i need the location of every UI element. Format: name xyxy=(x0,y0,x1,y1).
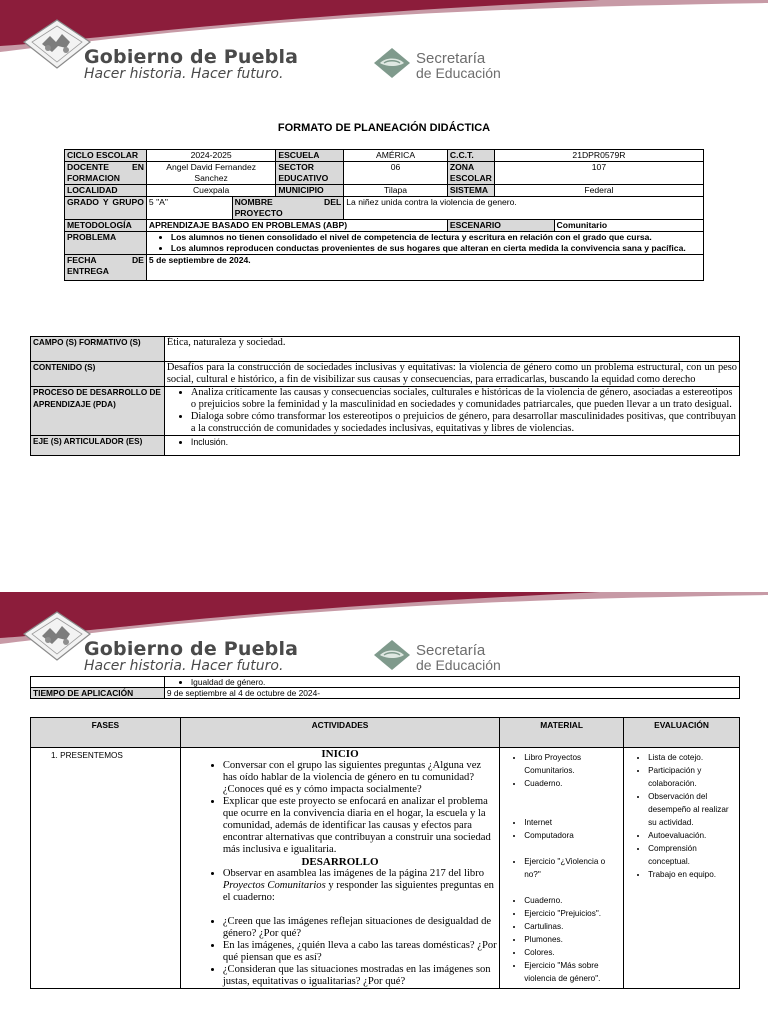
sep-name-line1: Secretaría xyxy=(416,50,486,67)
sep-name-line1: Secretaría xyxy=(416,642,486,659)
fase-cell: 1. PRESENTEMOS xyxy=(31,748,181,989)
problema-item: • Los alumnos no tienen consolidado el nivel de competencia de lectura y escritura en relación con el grado que cursa. xyxy=(171,232,701,243)
sector-value: 06 xyxy=(344,162,448,185)
document-title: FORMATO DE PLANEACIÓN DIDÁCTICA xyxy=(277,122,491,134)
fecha-label: FECHA DE ENTREGA xyxy=(65,255,147,281)
escenario-label: ESCENARIO xyxy=(447,220,554,232)
eje-continued-blank xyxy=(31,677,165,688)
material-item: • Cuaderno. xyxy=(524,777,621,790)
curriculum-table xyxy=(30,336,740,456)
puebla-emblem-icon xyxy=(22,18,92,70)
tiempo-value: 9 de septiembre al 4 de octubre de 2024- xyxy=(164,688,739,699)
header-material: MATERIAL xyxy=(500,718,624,748)
escuela-value: AMÉRICA xyxy=(344,150,448,162)
grado-label: GRADO Y GRUPO xyxy=(65,197,147,220)
material-item: • Cartulinas. xyxy=(524,920,621,933)
evaluacion-item: • Autoevaluación. xyxy=(648,829,737,842)
page-gap xyxy=(0,540,768,592)
gov-slogan: Hacer historia. Hacer futuro. xyxy=(84,658,284,674)
desarrollo-heading: DESARROLLO xyxy=(301,856,379,868)
fecha-value: 5 de septiembre de 2024. xyxy=(146,255,703,281)
inicio-heading: INICIO xyxy=(321,748,359,760)
docente-value: Angel David Fernandez Sanchez xyxy=(146,162,275,185)
header-actividades: ACTIVIDADES xyxy=(180,718,499,748)
sistema-value: Federal xyxy=(494,185,703,197)
activity-item xyxy=(223,868,497,904)
eje-item: • Inclusión. xyxy=(191,436,737,448)
material-item: • Ejercicio "Prejuicios". xyxy=(524,907,621,920)
zona-value: 107 xyxy=(494,162,703,185)
contenido-label: CONTENIDO (S) xyxy=(31,362,165,387)
desarrollo-text-end: y responder las siguientes preguntas en el cuaderno: xyxy=(222,880,494,903)
proyecto-label: NOMBRE DEL PROYECTO xyxy=(232,197,344,220)
material-item: • Ejercicio "Más sobre violencia de género". xyxy=(524,959,621,985)
actividades-cell xyxy=(180,748,499,989)
eje-label: EJE (S) ARTICULADOR (ES) xyxy=(31,436,165,456)
evaluacion-item: • Trabajo en equipo. xyxy=(648,868,737,881)
tiempo-label: TIEMPO DE APLICACIÓN xyxy=(31,688,165,699)
evaluacion-item: • Participación y colaboración. xyxy=(648,764,737,790)
phases-table xyxy=(30,717,740,989)
material-item: • Ejercicio "¿Violencia o no?" xyxy=(524,855,621,881)
material-item: • Plumones. xyxy=(524,933,621,946)
ciclo-label: CICLO ESCOLAR xyxy=(65,150,147,162)
metodologia-label: METODOLOGÍA xyxy=(65,220,147,232)
puebla-emblem-icon xyxy=(22,610,92,662)
pda-item: • Analiza críticamente las causas y consecuencias sociales, culturales e históricas de la violencia de género, asociadas a estereotipos o prejuicios sobre la feminidad y la masculinidad en sociedades y comunidades patriarcales, que pueden llevar a un trato desigual. xyxy=(191,387,737,411)
sep-name-line2: de Educación xyxy=(416,65,501,81)
material-item: • Libro Proyectos Comunitarios. xyxy=(524,751,621,777)
proyecto-value: La niñez unida contra la violencia de genero. xyxy=(344,197,704,220)
cct-label: C.C.T. xyxy=(447,150,494,162)
material-item: • Colores. xyxy=(524,946,621,959)
grado-value: 5 "A" xyxy=(146,197,232,220)
material-item: • Cuaderno. xyxy=(524,894,621,907)
metodologia-value: APRENDIZAJE BASADO EN PROBLEMAS (ABP) xyxy=(146,220,447,232)
campo-label: CAMPO (S) FORMATIVO (S) xyxy=(31,337,165,362)
activity-item: • Conversar con el grupo las siguientes preguntas ¿Alguna vez has oído hablar de la violencia de género en tu comunidad? ¿Conoces qué es y cómo impacta socialmente? xyxy=(223,760,497,796)
localidad-label: LOCALIDAD xyxy=(65,185,147,197)
pda-item: • Dialoga sobre cómo transformar los estereotipos o prejuicios de género, para desarrollar masculinidades positivas, que contribuyan a la construcción de comunidades y sociedades inclusivas, equitativas y libres de violencias. xyxy=(191,411,737,435)
desarrollo-text: Observar en asamblea las imágenes de la página 217 del libro xyxy=(222,868,485,879)
page-2 xyxy=(0,592,768,1024)
eje-continued-list xyxy=(164,677,739,688)
general-info-table xyxy=(64,149,704,281)
material-item: • Internet xyxy=(524,816,621,829)
municipio-label: MUNICIPIO xyxy=(276,185,344,197)
question-item: • En las imágenes, ¿quién lleva a cabo las tareas domésticas? ¿Por qué piensan que es así? xyxy=(223,940,497,964)
question-item: • ¿Consideran que las situaciones mostradas en las imágenes son justas, equitativas o igualitarias? ¿Por qué? xyxy=(223,964,497,988)
sep-logo-icon xyxy=(372,46,412,80)
problema-label: PROBLEMA xyxy=(65,232,147,255)
material-item: • Computadora xyxy=(524,829,621,842)
material-cell xyxy=(500,748,624,989)
zona-label: ZONA ESCOLAR xyxy=(447,162,494,185)
problema-list xyxy=(146,232,703,255)
sector-label: SECTOR EDUCATIVO xyxy=(276,162,344,185)
gov-title: Gobierno de Puebla xyxy=(84,46,299,68)
eje-list xyxy=(164,436,739,456)
problema-item: • Los alumnos reproducen conductas provenientes de sus hogares que alteran en cierta medida la convivencia sana y pacífica. xyxy=(171,243,701,254)
sep-name-line2: de Educación xyxy=(416,657,501,673)
activity-item: • Explicar que este proyecto se enfocará en analizar el problema que ocurre en la convivencia diaria en el hogar, la escuela y la comunidad, además de identificar las causas y efectos para encontrar alternativas que contribuyan a construir una sociedad más inclusiva e igualitaria. xyxy=(223,796,497,856)
gov-title: Gobierno de Puebla xyxy=(84,638,299,660)
sistema-label: SISTEMA xyxy=(447,185,494,197)
pda-label: PROCESO DE DESARROLLO DE APRENDIZAJE (PDA) xyxy=(31,387,165,436)
header-evaluacion: EVALUACIÓN xyxy=(624,718,740,748)
evaluacion-item: • Lista de cotejo. xyxy=(648,751,737,764)
header-fases: FASES xyxy=(31,718,181,748)
book-title: Proyectos Comunitarios xyxy=(222,880,326,891)
docente-label: DOCENTE EN FORMACION xyxy=(65,162,147,185)
continuation-table xyxy=(30,676,740,699)
gov-slogan: Hacer historia. Hacer futuro. xyxy=(84,66,284,82)
ciclo-value: 2024-2025 xyxy=(146,150,275,162)
campo-value: Ética, naturaleza y sociedad. xyxy=(164,337,739,362)
pda-list xyxy=(164,387,739,436)
escuela-label: ESCUELA xyxy=(276,150,344,162)
evaluacion-item: • Comprensión conceptual. xyxy=(648,842,737,868)
eje-item: • Igualdad de género. xyxy=(191,677,737,687)
contenido-value: Desafíos para la construcción de sociedades inclusivas y equitativas: la violencia de género como un problema estructural, con un peso social, cultural e histórico, a fin de visibilizar sus causas y consecuencias, para erradicarlas, buscando la equidad como derecho xyxy=(164,362,739,387)
evaluacion-item: • Observación del desempeño al realizar su actividad. xyxy=(648,790,737,829)
municipio-value: Tilapa xyxy=(344,185,448,197)
question-item: • ¿Creen que las imágenes reflejan situaciones de desigualdad de género? ¿Por qué? xyxy=(223,916,497,940)
cct-value: 21DPR0579R xyxy=(494,150,703,162)
escenario-value: Comunitario xyxy=(554,220,703,232)
evaluacion-cell xyxy=(624,748,740,989)
localidad-value: Cuexpala xyxy=(146,185,275,197)
sep-logo-icon xyxy=(372,638,412,672)
